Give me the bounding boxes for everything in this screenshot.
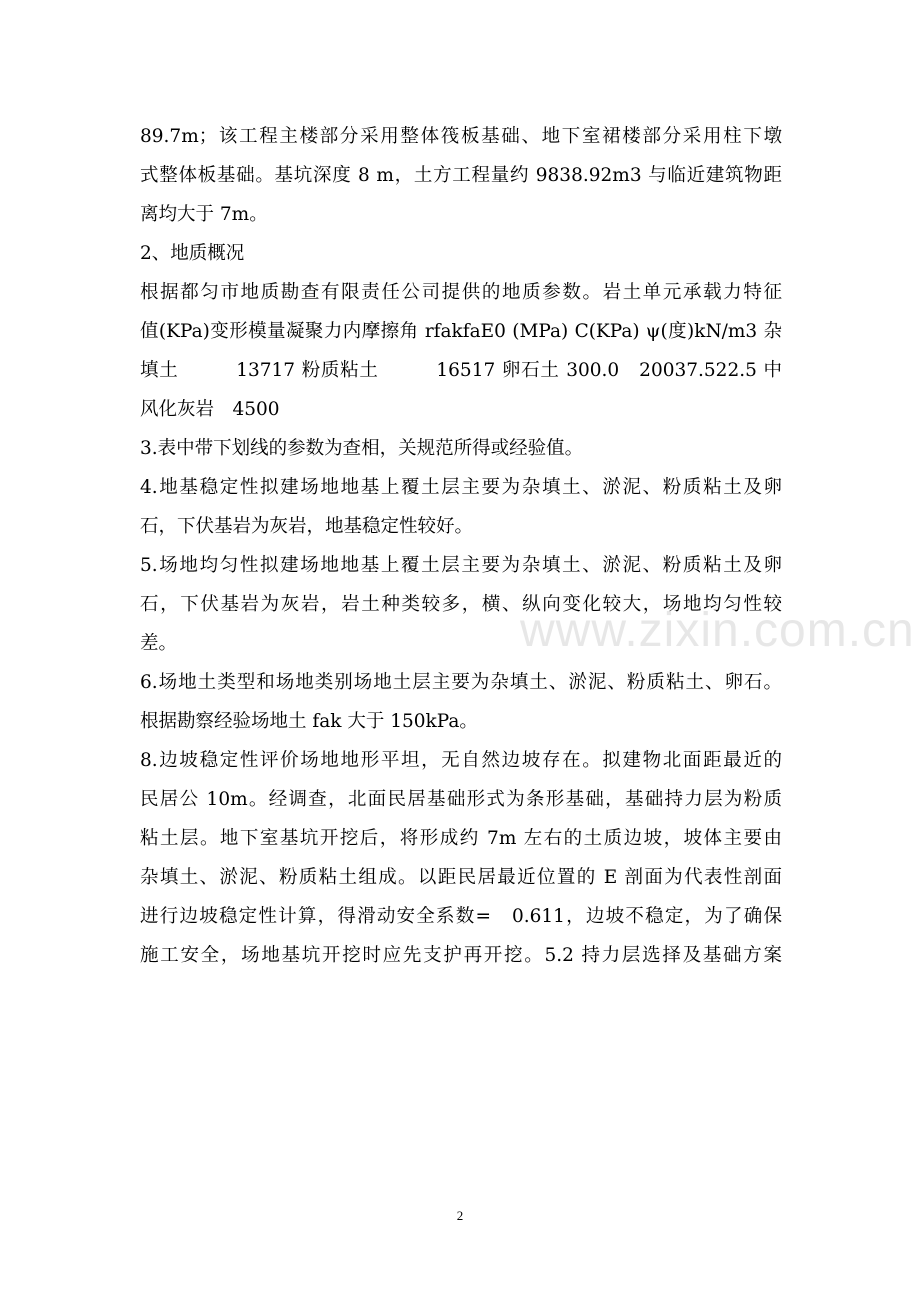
page-number: 2 (456, 1208, 464, 1223)
text-line: 89.7m；该工程主楼部分采用整体筏板基础、地下室裙楼部分采用柱下墩 (140, 126, 782, 147)
text-line: 5.场地均匀性拟建场地地基上覆土层主要为杂填土、淤泥、粉质粘土及卵 (140, 555, 782, 576)
text-line: 石，下伏基岩为灰岩，地基稳定性较好。 (140, 516, 474, 537)
text-line: 进行边坡稳定性计算，得滑动安全系数= 0.611，边坡不稳定，为了确保 (140, 906, 782, 927)
text-line: 杂填土、淤泥、粉质粘土组成。以距民居最近位置的 E 剖面为代表性剖面 (140, 867, 782, 888)
watermark: www.zixin.com.cn (520, 604, 915, 657)
text-line: 施工安全，场地基坑开挖时应先支护再开挖。5.2 持力层选择及基础方案 (140, 945, 782, 966)
text-line: 2、地质概况 (140, 243, 245, 264)
body-text (140, 117, 782, 975)
text-line: 石，下伏基岩为灰岩，岩土种类较多，横、纵向变化较大，场地均匀性较 (140, 594, 782, 615)
text-line: 填土 13717 粉质粘土 16517 卵石土 300.0 20037.522.5 中 (140, 360, 782, 381)
text-line: 根据勘察经验场地土 fak 大于 150kPa。 (140, 711, 478, 732)
text-line: 值(KPa)变形模量凝聚力内摩擦角 rfakfaE0 (MPa) C(KPa) ψ(度)kN/m3 杂 (140, 321, 782, 342)
text-line: 离均大于 7m。 (140, 204, 268, 225)
text-line: 式整体板基础。基坑深度 8 m，土方工程量约 9838.92m3 与临近建筑物距 (140, 165, 782, 186)
text-line: 6.场地土类型和场地类别场地土层主要为杂填土、淤泥、粉质粘土、卵石。 (140, 672, 782, 693)
text-line: 根据都匀市地质勘查有限责任公司提供的地质参数。岩土单元承载力特征 (140, 282, 782, 303)
text-line: 4.地基稳定性拟建场地地基上覆土层主要为杂填土、淤泥、粉质粘土及卵 (140, 477, 782, 498)
text-line: 风化灰岩 4500 (140, 399, 280, 420)
text-line: 民居公 10m。经调查，北面民居基础形式为条形基础，基础持力层为粉质 (140, 789, 782, 810)
text-line: 8.边坡稳定性评价场地地形平坦，无自然边坡存在。拟建物北面距最近的 (140, 750, 782, 771)
text-line: 3.表中带下划线的参数为查相，关规范所得或经验值。 (140, 438, 584, 459)
text-line: 差。 (140, 633, 178, 654)
text-line: 粘土层。地下室基坑开挖后，将形成约 7m 左右的土质边坡，坡体主要由 (140, 828, 782, 849)
